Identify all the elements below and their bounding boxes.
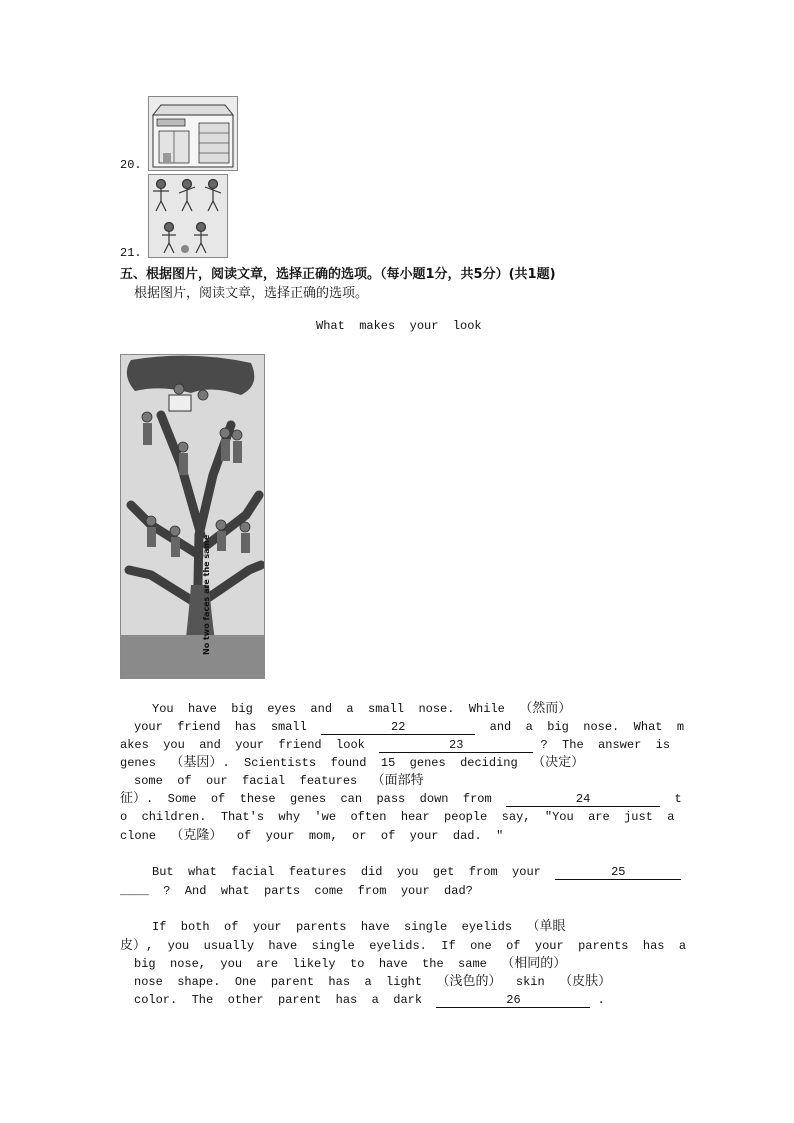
p1-line1 [152,700,571,718]
gloss-span: （面部特 [371,773,424,788]
text-span: clone [120,829,171,843]
text-span: . [590,993,605,1007]
p2-line1 [152,863,681,881]
text-span: You have big eyes and a small nose. While [152,702,520,716]
question-21-number: 21. [120,246,142,260]
gloss-span: 征） [120,791,147,806]
question-20-number: 20. [120,158,142,172]
text-span: some of our facial features [134,774,372,788]
text-span: skin [501,975,560,989]
text-span: akes you and your friend look [120,738,380,752]
p3-line2 [120,937,686,955]
p1-line4 [120,754,584,772]
p3-line1 [152,918,565,936]
p1-line3 [120,736,670,754]
section-instruction: 根据图片，阅读文章，选择正确的选项。 [134,286,369,301]
p1-line6 [120,790,682,808]
text-span: ? The answer is [533,738,671,752]
gloss-span: （浅色的） [436,974,502,989]
text-span: of your mom, or of your dad. " [222,829,504,843]
gloss-span: （决定） [532,755,585,770]
text-span: . Some of these genes can pass down from [146,792,507,806]
text-span: But what facial features did you get from your [152,865,556,879]
text-span: If both of your parents have single eyelids [152,920,527,934]
children-exercising-illustration [149,175,227,257]
text-span: genes [120,756,171,770]
gloss-span: （相同的） [501,956,567,971]
blank-23[interactable]: 23 [379,738,533,753]
p1-line2 [134,718,684,736]
text-span: your friend has small [134,720,322,734]
family-tree-picture [120,354,265,679]
text-span: nose shape. One parent has a light [134,975,437,989]
p1-line8 [120,827,503,845]
p3-line4 [134,973,611,991]
tree-trunk-caption: No two faces are the same [202,534,211,655]
p2-line2: ____ ? And what parts come from your dad? [120,884,473,898]
section-heading: 五、根据图片，阅读文章，选择正确的选项。（每小题1分，共5分）(共1题) [120,267,556,282]
gloss-span: （基因） [170,755,223,770]
blank-22[interactable]: 22 [321,720,475,735]
gloss-span: （单眼 [526,919,566,934]
p1-line7: o children. That's why 'we often hear people say, "You are just a [120,810,675,824]
gloss-span: 皮） [120,938,147,953]
text-span: . Scientists found 15 genes deciding [222,756,533,770]
building-picture [148,96,238,171]
store-building-illustration [149,97,237,170]
text-span: t [660,792,682,806]
blank-25[interactable]: 25 [555,865,681,880]
p3-line3 [134,955,566,973]
gloss-span: （然而） [519,701,572,716]
text-span: and a big nose. What m [475,720,685,734]
text-span: , you usually have single eyelids. If one of your parents has a [146,939,687,953]
p1-line5 [134,772,424,790]
gloss-span: （皮肤） [559,974,612,989]
p3-line5 [134,991,605,1009]
text-span: big nose, you are likely to have the same [134,957,502,971]
blank-26[interactable]: 26 [436,993,590,1008]
children-exercise-picture [148,174,228,258]
gloss-span: （克隆） [170,828,223,843]
blank-24[interactable]: 24 [506,792,660,807]
passage-title: What makes your look [316,319,482,333]
family-tree-illustration [121,355,264,678]
text-span: color. The other parent has a dark [134,993,437,1007]
